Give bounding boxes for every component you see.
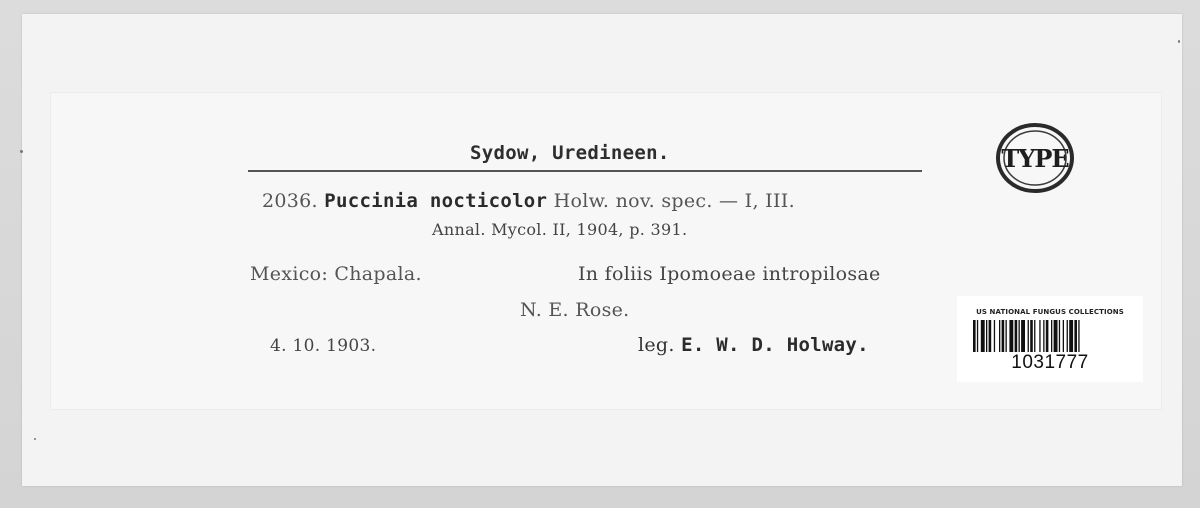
paper-speck	[20, 150, 23, 153]
type-stamp-text: TYPE	[1001, 144, 1069, 173]
barcode-label	[957, 296, 1143, 382]
label-line-species	[262, 190, 795, 212]
collector-prefix: leg.	[638, 334, 675, 356]
host-plant: In foliis Ipomoeae intropilosae	[578, 263, 881, 285]
collection-date: 4. 10. 1903.	[270, 336, 377, 356]
label-header: Sydow, Uredineen.	[470, 142, 670, 164]
barcode-icon	[973, 320, 1127, 352]
paper-speck	[34, 438, 36, 440]
specimen-number: 2036.	[262, 190, 318, 212]
collector-name: E. W. D. Holway.	[681, 334, 869, 356]
collector-line	[638, 334, 869, 356]
species-name: Puccinia nocticolor	[324, 190, 548, 212]
collection-location: Mexico: Chapala.	[250, 263, 422, 285]
determiner: N. E. Rose.	[520, 299, 630, 321]
type-stamp-icon	[994, 122, 1076, 194]
species-author: Holw. nov. spec. — I, III.	[553, 190, 795, 212]
barcode-number: 1031777	[1011, 352, 1089, 373]
barcode-caption: US NATIONAL FUNGUS COLLECTIONS	[976, 308, 1124, 316]
header-rule	[248, 170, 922, 172]
paper-speck	[1178, 40, 1180, 43]
publication-reference: Annal. Mycol. II, 1904, p. 391.	[432, 220, 688, 239]
